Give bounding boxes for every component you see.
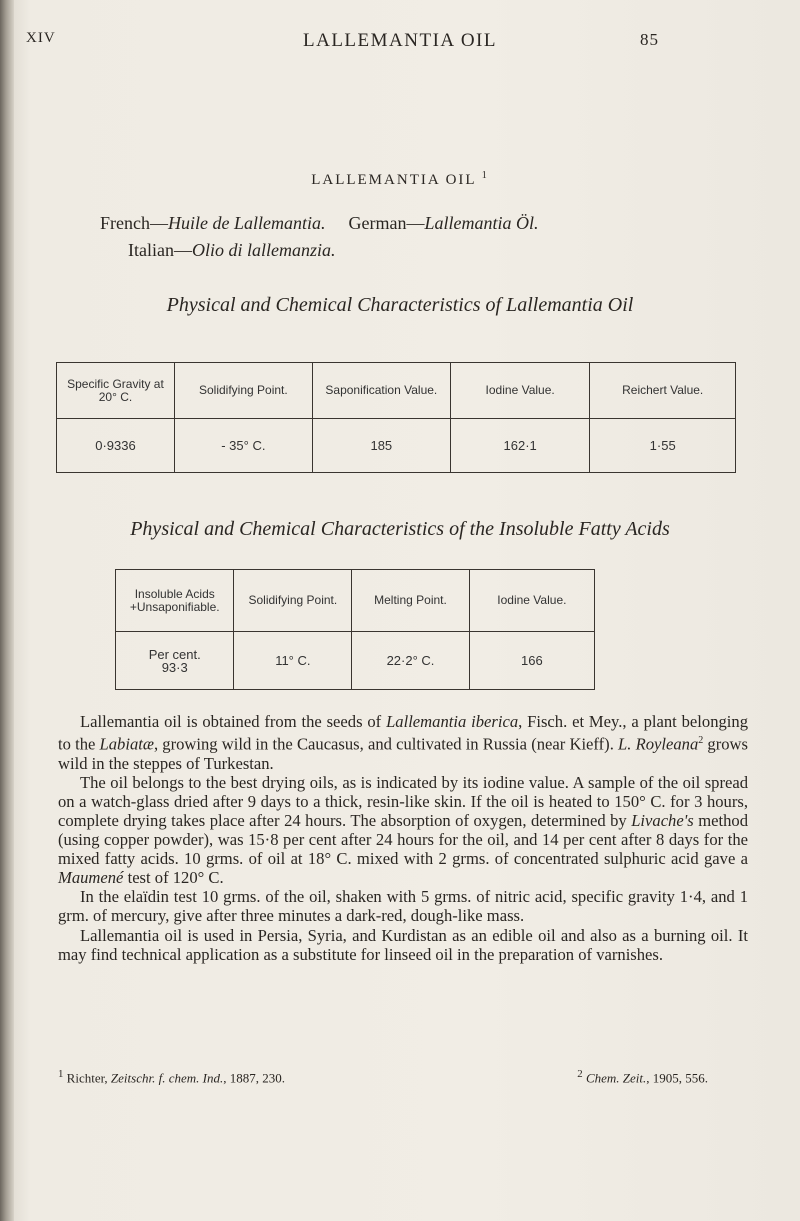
species-name: Lallemantia iberica	[386, 712, 519, 731]
section-title	[0, 170, 800, 189]
paragraph	[58, 712, 748, 773]
page-number: 85	[640, 30, 659, 49]
table1-header: Specific Gravity at 20° C.	[57, 363, 175, 419]
text-run: The oil belongs to the best drying oils, as is indicated by its iodine value. A sample of the oil spread on a watch-glass dried after 9 days to a thick, resin-like skin. If the oil is heated to 150° C. for 3 hours, complete drying takes place after 24 hours. The absorption of oxygen, determined by	[58, 772, 748, 830]
body-text	[58, 712, 748, 964]
italian-label: Italian—	[128, 240, 192, 260]
footnote-mark: 2	[577, 1068, 583, 1080]
table1-cell: 185	[312, 419, 450, 473]
footnote-author: Richter,	[66, 1070, 111, 1086]
table2-unit: Per cent.	[148, 646, 201, 662]
italian-name: Olio di lallemanzia.	[191, 240, 336, 260]
table2-cell: 22·2° C.	[352, 632, 469, 690]
paragraph: In the elaïdin test 10 grms. of the oil, shaken with 5 grms. of nitric acid, specific gravity 1·4, and 1 grm. of mercury, give after three minutes a dark-red, dough-like mass.	[58, 887, 748, 926]
footnote-1	[58, 1068, 285, 1086]
family-name: Labiatæ	[99, 734, 154, 754]
text-run: grows wild in the steppes of Turkestan.	[58, 734, 748, 773]
italian-name-line	[128, 240, 768, 261]
table1-header: Reichert Value.	[590, 363, 736, 419]
oil-characteristics-table	[56, 362, 736, 473]
paragraph: Lallemantia oil is used in Persia, Syria, and Kurdistan as an edible oil and also as a burning oil. It may find technical application as a substitute for linseed oil in the preparation of varnishes.	[58, 925, 748, 964]
text-run: , Fisch. et Mey., a plant belonging to the	[58, 712, 748, 754]
footnotes	[58, 1068, 748, 1086]
text-run: , growing wild in the Caucasus, and cultivated in Russia (near Kieff).	[153, 734, 619, 754]
footnote-journal: Zeitschr. f. chem. Ind.	[110, 1070, 224, 1086]
table2-cell: 11° C.	[234, 632, 352, 690]
person-name: Maumené	[58, 868, 124, 888]
table1-cell: 1·55	[590, 419, 736, 473]
table2-header: Melting Point.	[352, 570, 469, 632]
footnote-mark: 1	[481, 170, 489, 181]
chapter-number: XIV	[26, 30, 56, 46]
french-label: French—	[100, 213, 168, 233]
person-name: Livache's	[631, 811, 694, 830]
table1-cell: 0·9336	[57, 419, 175, 473]
table2-caption: Physical and Chemical Characteristics of the Insoluble Fatty Acids	[130, 518, 670, 540]
table1-header: Solidifying Point.	[174, 363, 312, 419]
text-run: Lallemantia oil is obtained from the seeds of	[80, 712, 387, 731]
text-run: test of 120° C.	[123, 868, 224, 888]
table2-header: Iodine Value.	[469, 570, 594, 632]
german-label: German—	[348, 213, 425, 233]
french-name: Huile de Lallemantia.	[167, 213, 326, 233]
table1-header: Iodine Value.	[450, 363, 590, 419]
paragraph	[58, 773, 748, 888]
table1-cell: 162·1	[450, 419, 590, 473]
footnote-journal: Chem. Zeit.	[585, 1070, 647, 1086]
table2-cell-percent	[116, 632, 234, 690]
table2-cell: 166	[469, 632, 594, 690]
table1-caption: Physical and Chemical Characteristics of Lallemantia Oil	[166, 294, 634, 316]
table2-header: Solidifying Point.	[234, 570, 352, 632]
footnote-mark: 2	[698, 735, 704, 747]
table2-header: Insoluble Acids +Unsaponifiable.	[116, 570, 234, 632]
footnote-mark: 1	[58, 1068, 64, 1080]
footnote-ref: , 1887, 230.	[223, 1070, 285, 1086]
french-german-names	[100, 213, 740, 234]
table1-cell: - 35° C.	[174, 419, 312, 473]
fatty-acids-table	[115, 569, 595, 690]
table2-cell: 93·3	[161, 659, 188, 675]
footnote-2	[577, 1068, 708, 1086]
species-name: L. Royleana	[618, 734, 699, 754]
section-title-text: LALLEMANTIA OIL	[311, 172, 477, 188]
german-name: Lallemantia Öl.	[424, 213, 539, 233]
text-run: method (using copper powder), was 15·8 per cent after 24 hours for the oil, and 14 per cent after 8 days for the mixed fatty acids. 10 grms. of oil at 18° C. mixed with 2 grms. of concentrated sulphuric acid gave a	[58, 811, 748, 869]
footnote-ref: , 1905, 556.	[646, 1070, 708, 1086]
table1-header: Saponification Value.	[312, 363, 450, 419]
running-header: LALLEMANTIA OIL	[303, 30, 497, 51]
